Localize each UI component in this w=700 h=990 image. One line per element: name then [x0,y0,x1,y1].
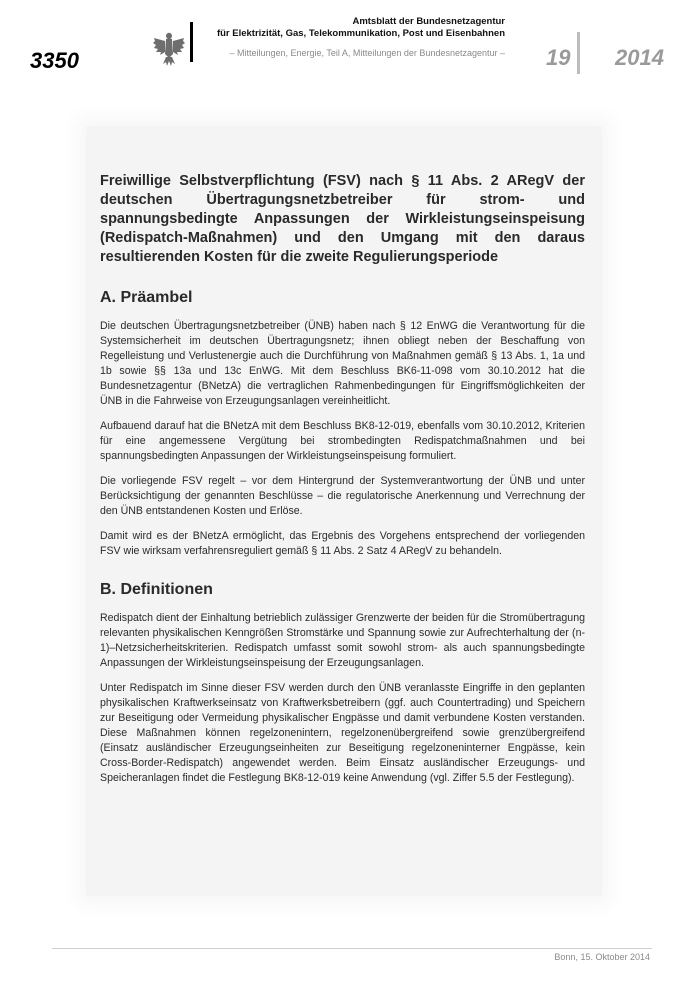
publication-title: Amtsblatt der Bundesnetzagentur [352,16,505,27]
section-preamble [100,289,585,559]
publication-subtitle: für Elektrizität, Gas, Telekommunikation, Post und Eisenbahnen [216,28,505,39]
issue-number: 19 [546,45,571,70]
paragraph: Unter Redispatch im Sinne dieser FSV werden durch den ÜNB veranlasste Eingriffe in den geplanten physikalischen Kraftwerkseinsatz von Kraftwerksbetreibern (ggf. auch Countertrading) und Speichern zur Beseitigung oder Vermeidung physikalischer Engpässe und damit verbundene Kosten verstanden. Diese Maßnahmen können regelzonenintern, regelzonenübergreifend sowie grenzübergreifend (Einsatz ausländischer Erzeugungseinheiten zur Beseitigung regelzoneninterner Engpässe, kein Cross-Border-Redispatch) angewendet werden. Beim Einsatz ausländischer Erzeugungs- und Speicheranlagen findet die Festlegung BK8-12-019 keine Anwendung (vgl. Ziffer 5.5 der Festlegung). [100,682,585,784]
emblem-bar [190,22,193,62]
section-heading: A. Präambel [100,289,193,306]
paragraph: Redispatch dient der Einhaltung betrieblich zulässiger Grenzwerte der beiden für die Stromübertragung relevanten physikalischen Kenngrößen Stromstärke und Spannung sowie zur Aufrechterhaltung der (n-1)–Netzsicherheitskriterien. Redispatch umfasst somit sowohl strom- als auch spannungsbedingte Anpassungen der Wirkleistungseinspeisung der Erzeugungsanlagen. [100,612,585,669]
publication-section: – Mitteilungen, Energie, Teil A, Mitteilungen der Bundesnetzagentur – [229,48,505,58]
paragraph: Die deutschen Übertragungsnetzbetreiber (ÜNB) haben nach § 12 EnWG die Verantwortung für die Systemsicherheit im deutschen Übertragungsnetz; ihnen obliegt neben der Beschaffung von Regelleistung und Verlustenergie auch die Durchführung von Maßnahmen gemäß § 13 Abs. 1, 1a und 1b sowie §§ 13a und 13c EnWG. Mit dem Beschluss BK6-11-098 vom 30.10.2012 hat die Bundesnetzagentur (BNetzA) die vertraglichen Rahmenbedingungen für Eingriffsmöglichkeiten der ÜNB in die Fahrweise von Erzeugungsanlagen vereinheitlicht. [100,320,585,407]
section-definitions [100,581,585,786]
document-body [100,172,585,796]
issue-separator [577,32,580,74]
paragraph: Damit wird es der BNetzA ermöglicht, das Ergebnis des Vorgehens entsprechend der vorliegenden FSV wie wirksam verfahrensreguliert gemäß § 11 Abs. 2 Satz 4 ARegV zu behandeln. [100,530,585,557]
masthead [205,16,505,59]
paragraph: Aufbauend darauf hat die BNetzA mit dem Beschluss BK8-12-019, ebenfalls vom 30.10.2012, Kriterien für eine angemessene Vergütung bei strombedingten Redispatchmaßnahmen und bei spannungsbedingten Anpassungen der Wirkleistungseinspeisung formuliert. [100,420,585,462]
document-title: Freiwillige Selbstverpflichtung (FSV) nach § 11 Abs. 2 ARegV der deutschen Übertragungsnetzbetreiber für strom- und spannungsbedingte Anpassungen der Wirkleistungseinspeisung (Redispatch-Maßnahmen) und den Umgang mit den daraus resultierenden Kosten für die zweite Regulierungsperiode [100,173,585,265]
page-number: 3350 [30,48,79,73]
footer-divider [52,948,652,949]
issue-year: 2014 [615,45,664,70]
federal-eagle-icon [152,30,186,68]
paragraph: Die vorliegende FSV regelt – vor dem Hintergrund der Systemverantwortung der ÜNB und unter Berücksichtigung der genannten Beschlüsse – die regulatorische Anerkennung und Verrechnung der den ÜNB entstandenen Kosten und Erlöse. [100,475,585,517]
section-heading: B. Definitionen [100,581,213,598]
footer-date: Bonn, 15. Oktober 2014 [554,952,650,962]
